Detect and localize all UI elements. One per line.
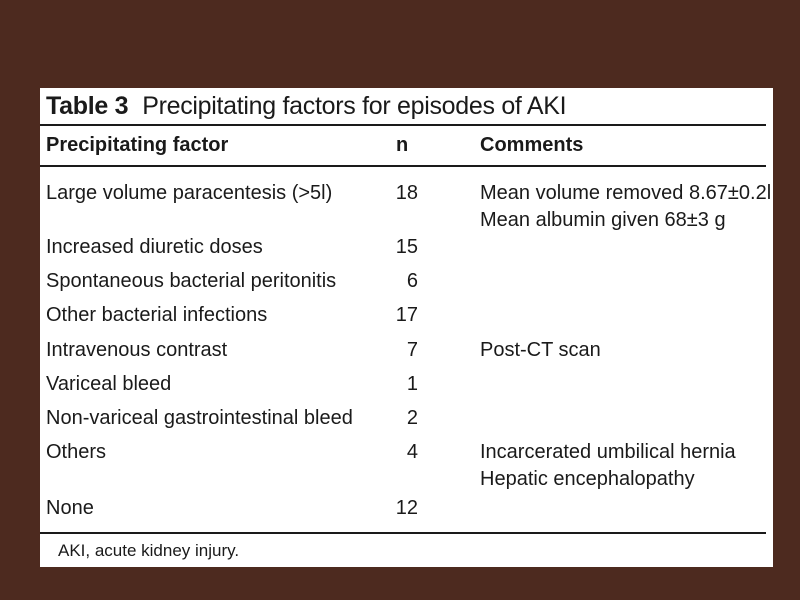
row-factor: None (46, 497, 94, 519)
row-count: 12 (395, 497, 418, 519)
header-rule (40, 165, 766, 167)
row-count: 17 (395, 304, 418, 326)
row-factor: Intravenous contrast (46, 339, 228, 361)
row-count: 1 (406, 373, 418, 395)
row-factor: Large volume paracentesis (>5l) (46, 182, 333, 204)
row-factor: Variceal bleed (46, 373, 172, 395)
top-rule (40, 124, 766, 126)
table-caption: Precipitating factors for episodes of AKI (142, 92, 567, 120)
row-comment: Mean volume removed 8.67±0.2l (480, 182, 772, 204)
row-factor: Spontaneous bacterial peritonitis (46, 270, 337, 292)
table-card (40, 88, 773, 567)
row-factor: Others (46, 441, 107, 463)
bottom-rule (40, 532, 766, 534)
row-factor: Non-variceal gastrointestinal bleed (46, 407, 353, 429)
table-footnote: AKI, acute kidney injury. (58, 541, 240, 560)
row-factor: Other bacterial infections (46, 304, 268, 326)
row-count: 7 (406, 339, 418, 361)
row-comment: Incarcerated umbilical hernia (480, 441, 736, 463)
column-header-n: n (396, 134, 409, 156)
table-title (46, 91, 566, 121)
row-comment: Mean albumin given 68±3 g (480, 209, 726, 231)
row-count: 2 (406, 407, 418, 429)
column-header-comments: Comments (480, 134, 584, 156)
column-header-factor: Precipitating factor (46, 134, 229, 156)
row-factor: Increased diuretic doses (46, 236, 263, 258)
table-number: Table 3 (46, 92, 129, 120)
row-comment: Hepatic encephalopathy (480, 468, 695, 490)
row-comment: Post-CT scan (480, 339, 601, 361)
row-count: 6 (406, 270, 418, 292)
row-count: 15 (395, 236, 418, 258)
row-count: 18 (395, 182, 418, 204)
row-count: 4 (406, 441, 418, 463)
